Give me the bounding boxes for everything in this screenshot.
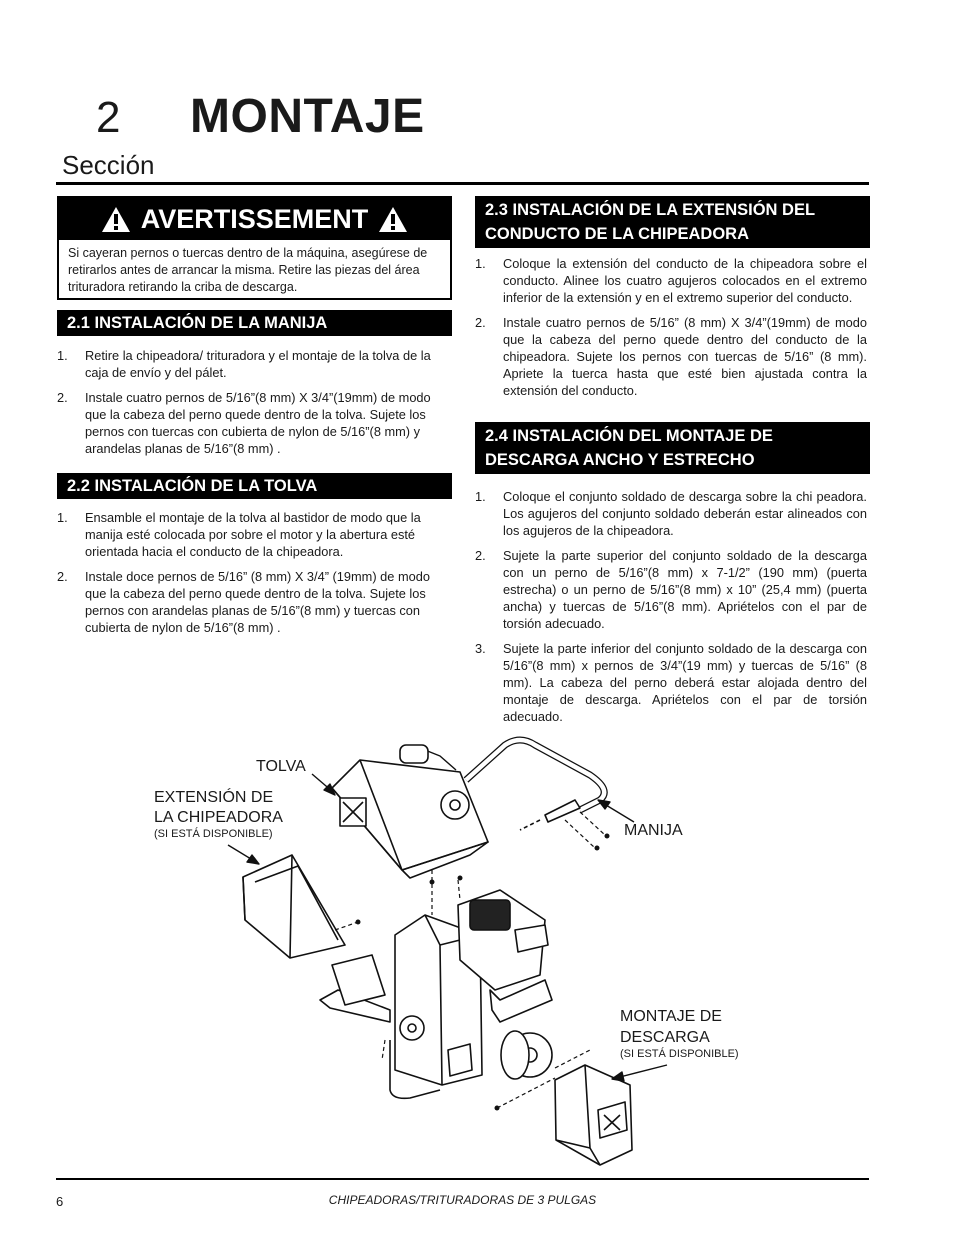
warning-text: Si cayeran pernos o tuercas dentro de la máquina, asegúrese de retirarlos antes de arrancar la misma. Retire las piezas del área trituradora retirando la criba de descarga.	[68, 246, 428, 294]
handle-tube	[466, 740, 604, 810]
list-item: 1. Coloque la extensión del conducto de la chipeadora sobre el conducto. Alinee los cuatro agujeros colocados en el extremo inferior de la extensión y en el extremo superior del conducto.	[475, 256, 867, 305]
section-heading: 2.4 INSTALACIÓN DEL MONTAJE DE DESCARGA ANCHO Y ESTRECHO	[475, 422, 870, 474]
list-item: 2. Instale doce pernos de 5/16” (8 mm) X 3/4” (19mm) de modo que la cabeza del perno quede dentro de la tolva. Sujete los pernos con arandelas planas de 5/16”(8 mm) y tuercas con cubierta de nylon de 5/16”(8 mm) .	[57, 569, 430, 635]
list-item: 2. Sujete la parte superior del conjunto soldado de la descarga con un perno de 5/16”(8 mm) x 7-1/2” (190 mm) (puerta estrecha) o un perno de 5/16”(8 mm) x 10” (25,4 mm) (puerta ancha) y tuercas de 5/16”(8 mm). Apriételos con el par de torsión adecuado.	[475, 548, 867, 631]
label-manija: MANIJA	[624, 822, 683, 839]
hopper	[332, 745, 488, 878]
chapter-title: MONTAJE	[190, 90, 425, 143]
footer-title: CHIPEADORAS/TRITURADORAS DE 3 PULGAS	[328, 1193, 597, 1207]
list-item: 1. Retire la chipeadora/ trituradora y el montaje de la tolva de la caja de envío y del pálet.	[57, 348, 431, 380]
page-number: 6	[56, 1194, 64, 1209]
section-heading: 2.1 INSTALACIÓN DE LA MANIJA	[57, 310, 452, 336]
label-extension-line2: LA CHIPEADORA	[154, 809, 283, 826]
chapter-number: 2	[96, 93, 121, 142]
list-item: 2. Instale cuatro pernos de 5/16” (8 mm) X 3/4”(19mm) de modo que la cabeza del perno quede dentro del conducto de la chipeadora. Sujete los pernos con tuercas de 5/16” (8 mm). Apriete la tuerca hasta que esté bien ajustada contra la extensión del conducto.	[475, 315, 867, 398]
label-descarga-line2: DESCARGA	[620, 1029, 710, 1046]
section-label: Sección	[62, 150, 155, 180]
footer-rule	[56, 1178, 869, 1180]
list-item: 1. Ensamble el montaje de la tolva al bastidor de modo que la manija esté colocada por sobre el motor y la abertura esté orientada hacia el conducto de la chipeadora.	[57, 510, 421, 559]
label-tolva: TOLVA	[256, 758, 306, 775]
chipper-extension	[243, 855, 345, 958]
list-item: 3. Sujete la parte inferior del conjunto soldado de la descarga con 5/16”(8 mm) x pernos de 3/4”(19 mm) y tuercas de 5/16” (8 mm). La cabeza del perno deberá estar alojada dentro del montaje de descarga. Apriételos con el par de torsión adecuado.	[475, 641, 867, 724]
label-extension-note: (SI ESTÁ DISPONIBLE)	[154, 828, 273, 840]
section-heading: 2.2 INSTALACIÓN DE LA TOLVA	[57, 473, 452, 499]
label-extension-line1: EXTENSIÓN DE	[154, 789, 274, 806]
list-item: 1. Coloque el conjunto soldado de descarga sobre la chi peadora. Los agujeros del conjunto soldado deberán estar alineados con los agujeros de la chipeadora.	[475, 489, 867, 538]
warning-title: AVERTISSEMENT	[140, 204, 369, 234]
section-heading: 2.3 INSTALACIÓN DE LA EXTENSIÓN DEL CONDUCTO DE LA CHIPEADORA	[475, 196, 870, 248]
label-descarga-note: (SI ESTÁ DISPONIBLE)	[620, 1048, 739, 1060]
label-descarga-line1: MONTAJE DE	[620, 1008, 722, 1025]
list-item: 2. Instale cuatro pernos de 5/16”(8 mm) X 3/4”(19mm) de modo que la cabeza del perno quede dentro de la tolva. Sujete los pernos con tuercas con cubierta de nylon de 5/16”(8 mm) y arandelas planas de 5/16”(8 mm) .	[57, 390, 431, 456]
